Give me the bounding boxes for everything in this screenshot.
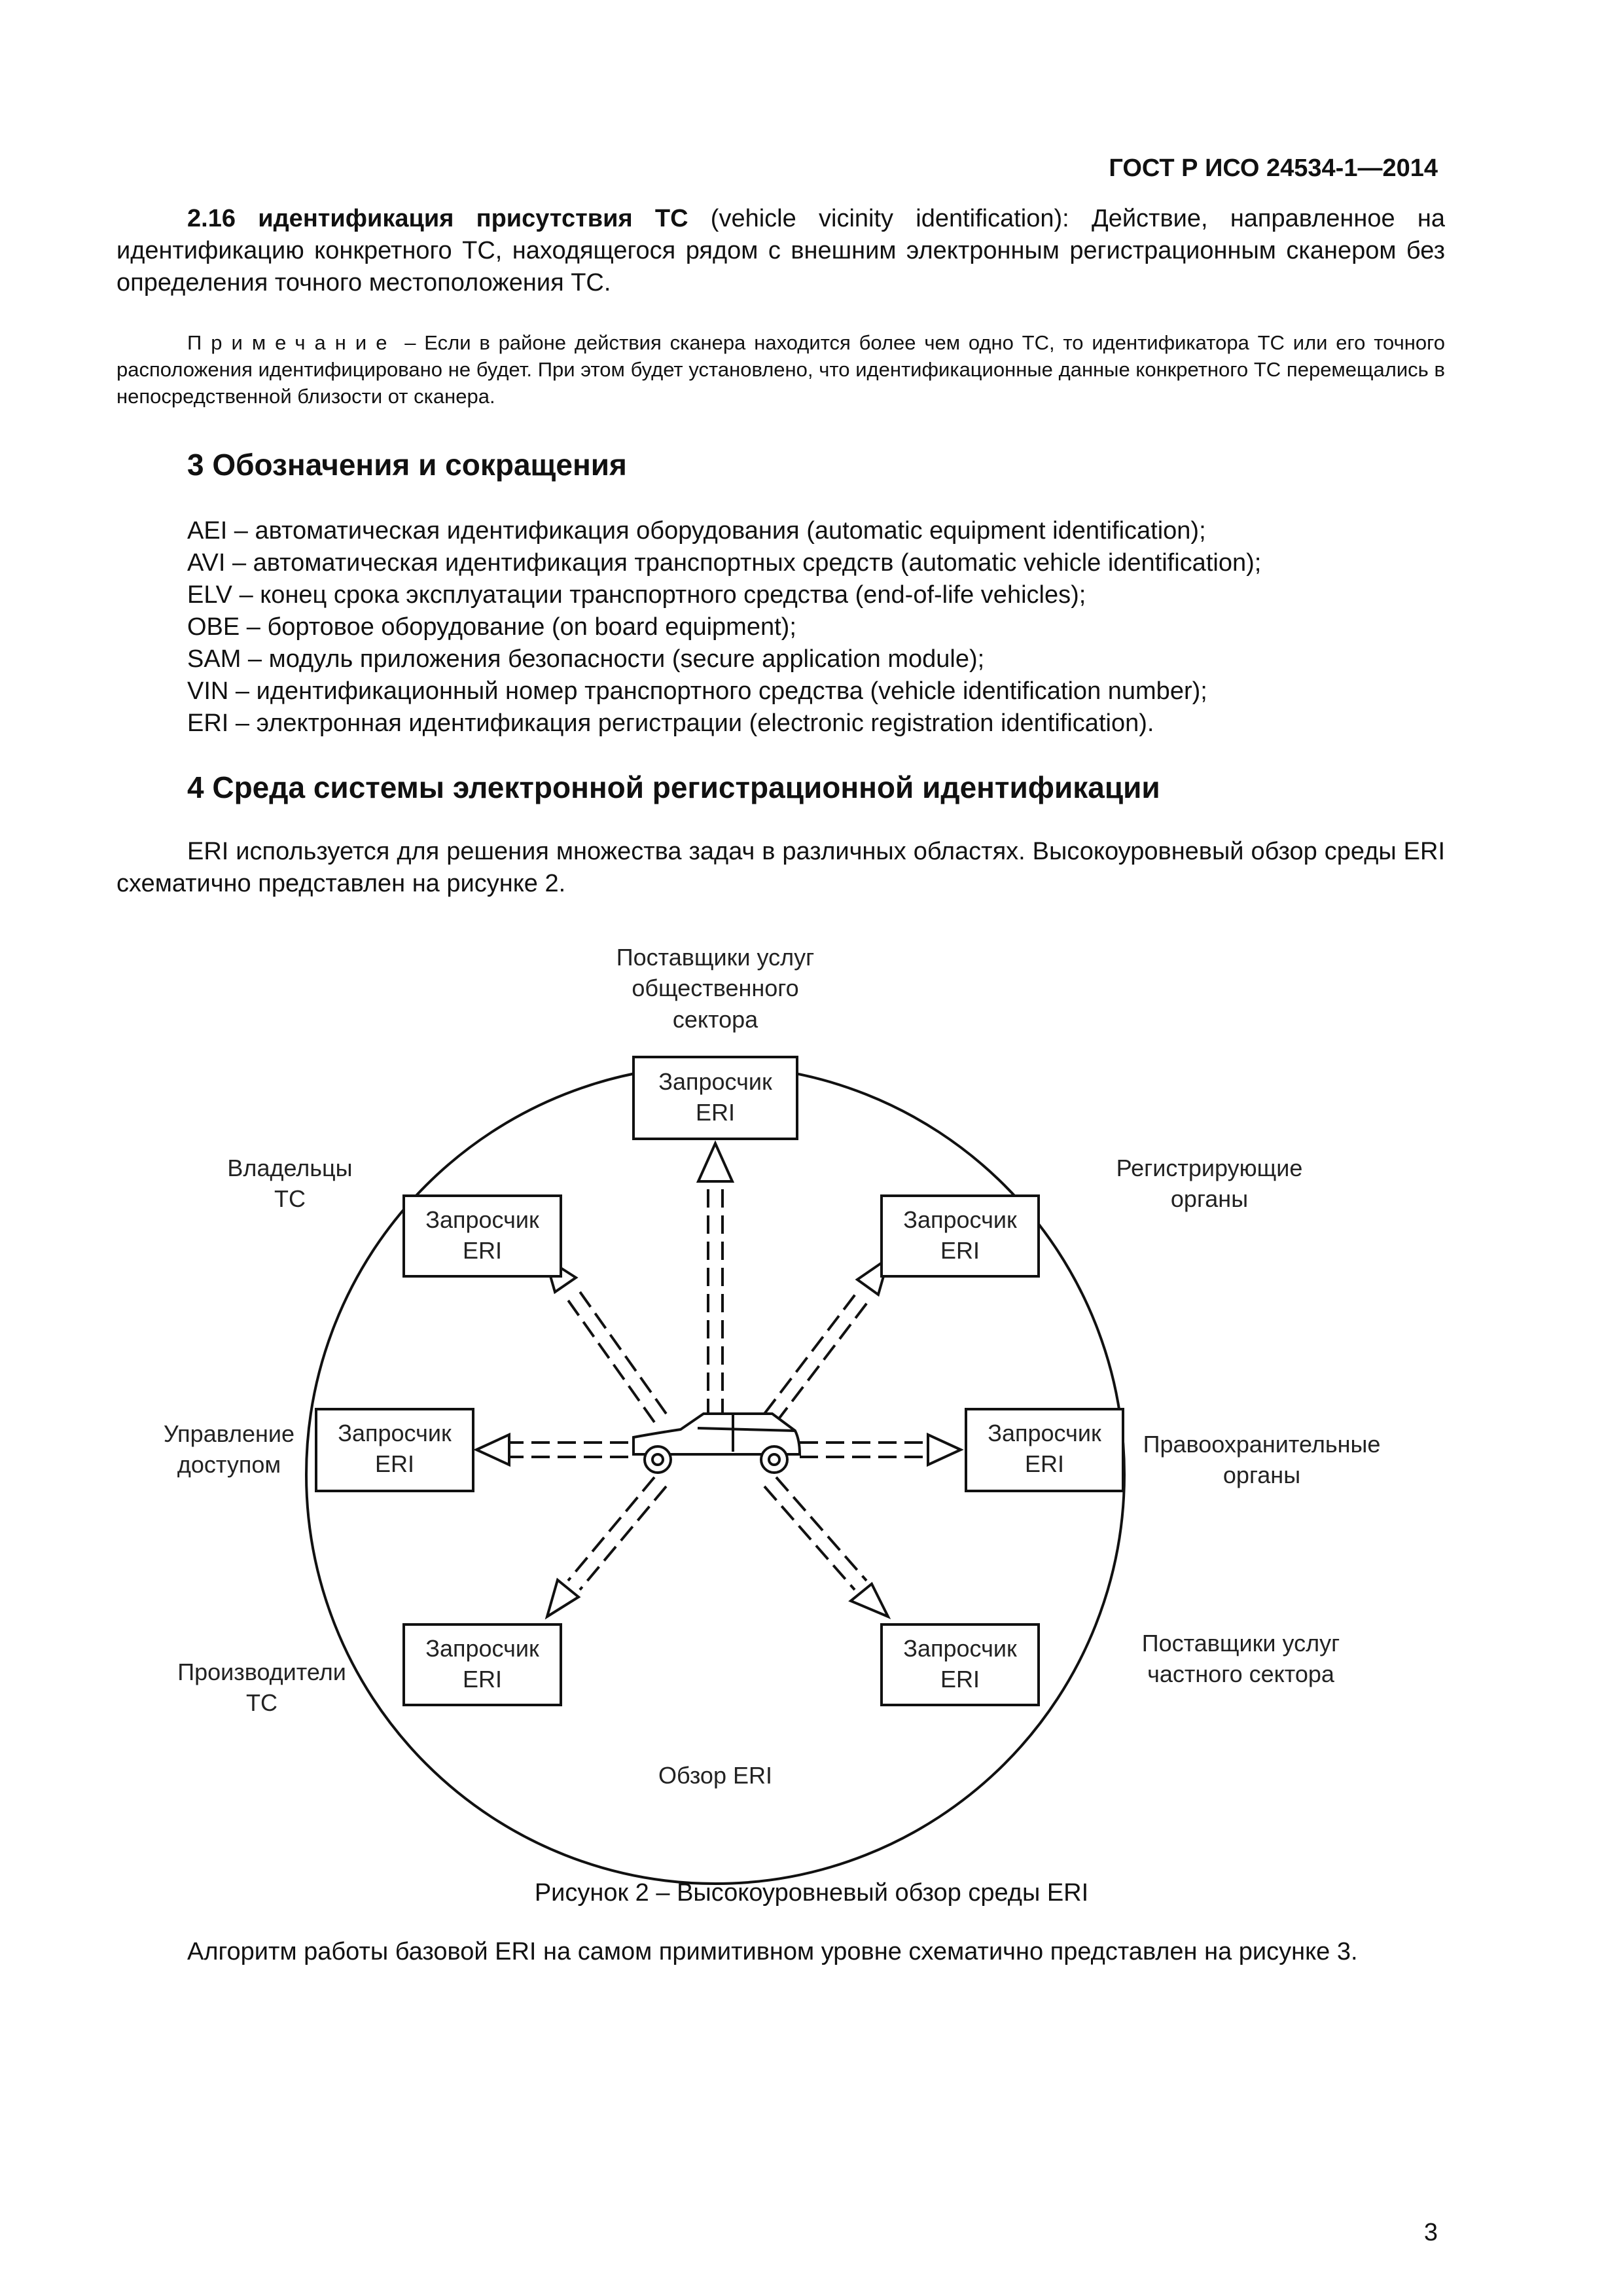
arrow-right bbox=[800, 1435, 961, 1465]
label-line: органы bbox=[1222, 1462, 1301, 1488]
label-right bbox=[1143, 1431, 1381, 1488]
abbreviation-item: ERI – электронная идентификация регистрации (electronic registration identification). bbox=[187, 709, 1154, 737]
box-label: Запросчик bbox=[338, 1420, 452, 1446]
label-line: Правоохранительные bbox=[1143, 1431, 1381, 1458]
interrogator-left bbox=[316, 1409, 473, 1491]
box-label: Запросчик bbox=[903, 1206, 1017, 1233]
box-label: Запросчик bbox=[425, 1635, 539, 1662]
label-top-right bbox=[1116, 1155, 1303, 1212]
label-line: Производители bbox=[177, 1659, 346, 1685]
label-line: Владельцы bbox=[227, 1155, 353, 1181]
box-label: Запросчик bbox=[425, 1206, 539, 1233]
note-text: – Если в районе действия сканера находится более чем одно ТС, то идентификатора ТС или его точного расположения идентифицировано не будет. При этом будет установлено, что идентификационные данные конкретного ТС перемещались в непосредственной близости от сканера. bbox=[116, 331, 1445, 408]
label-top bbox=[616, 944, 814, 1033]
label-line: доступом bbox=[177, 1451, 281, 1478]
box-label: ERI bbox=[940, 1666, 980, 1693]
label-line: частного сектора bbox=[1147, 1660, 1334, 1687]
label-line: ТС bbox=[246, 1689, 277, 1716]
label-line: сектора bbox=[672, 1006, 758, 1033]
interrogator-bottom-left bbox=[404, 1624, 561, 1705]
box-label: ERI bbox=[462, 1237, 503, 1264]
abbreviation-item: ELV – конец срока эксплуатации транспортного средства (end-of-life vehicles); bbox=[187, 581, 1086, 609]
box-label: Запросчик bbox=[988, 1420, 1101, 1446]
box-label: ERI bbox=[695, 1099, 736, 1126]
abbreviation-item: VIN – идентификационный номер транспортного средства (vehicle identification number); bbox=[187, 677, 1207, 705]
arrow-down-left bbox=[547, 1477, 666, 1617]
note-label: Примечание bbox=[187, 331, 397, 354]
definition-text: (vehicle vicinity identification): Действие, направленное на идентификацию конкретного ТС, находящегося рядом с внешним электронным регистрационным сканером без определения точного местоположения ТС. bbox=[116, 205, 1446, 296]
box-label: Запросчик bbox=[658, 1068, 772, 1095]
label-left bbox=[164, 1420, 294, 1478]
abbreviation-item: AEI – автоматическая идентификация оборудования (automatic equipment identification); bbox=[187, 517, 1206, 545]
box-label: ERI bbox=[1024, 1450, 1065, 1477]
label-line: ТС bbox=[274, 1185, 306, 1212]
arrow-down-right bbox=[764, 1477, 888, 1617]
interrogator-right bbox=[966, 1409, 1123, 1491]
label-line: общественного bbox=[632, 975, 799, 1001]
car-icon bbox=[633, 1414, 800, 1473]
abbreviation-item: OBE – бортовое оборудование (on board equipment); bbox=[187, 613, 796, 641]
label-line: Регистрирующие bbox=[1116, 1155, 1303, 1181]
interrogator-top-right bbox=[882, 1196, 1039, 1276]
center-label: Обзор ERI bbox=[658, 1762, 772, 1789]
label-top-left bbox=[227, 1155, 352, 1212]
page-number: 3 bbox=[1423, 2219, 1438, 2246]
section-4-paragraph: ERI используется для решения множества задач в различных областях. Высокоуровневый обзор среды ERI схематично представлен на рисунке 2. bbox=[116, 838, 1445, 897]
closing-paragraph: Алгоритм работы базовой ERI на самом примитивном уровне схематично представлен на рисунке 3. bbox=[187, 1938, 1358, 1965]
label-bottom-right bbox=[1142, 1630, 1340, 1687]
box-label: ERI bbox=[940, 1237, 980, 1264]
document-code: ГОСТ Р ИСО 24534-1—2014 bbox=[1109, 154, 1438, 182]
abbreviation-item: AVI – автоматическая идентификация транспортных средств (automatic vehicle identification); bbox=[187, 549, 1262, 577]
label-line: органы bbox=[1170, 1185, 1249, 1212]
arrow-up-left bbox=[545, 1258, 666, 1422]
arrow-up-right bbox=[764, 1258, 889, 1422]
interrogator-top bbox=[633, 1057, 797, 1139]
box-label: ERI bbox=[374, 1450, 415, 1477]
abbreviation-item: SAM – модуль приложения безопасности (secure application module); bbox=[187, 645, 985, 673]
section-3-title: 3 Обозначения и сокращения bbox=[187, 448, 627, 482]
definition-term: 2.16 идентификация присутствия ТС bbox=[187, 205, 688, 232]
box-label: Запросчик bbox=[903, 1635, 1017, 1662]
arrow-up bbox=[698, 1143, 732, 1417]
interrogator-top-left bbox=[404, 1196, 561, 1276]
section-4-title: 4 Среда системы электронной регистрационной идентификации bbox=[187, 770, 1160, 804]
label-bottom-left bbox=[177, 1659, 346, 1716]
box-label: ERI bbox=[462, 1666, 503, 1693]
label-line: Управление bbox=[163, 1420, 295, 1447]
label-line: Поставщики услуг bbox=[1141, 1630, 1340, 1657]
interrogator-bottom-right bbox=[882, 1624, 1039, 1705]
label-line: Поставщики услуг bbox=[616, 944, 815, 971]
arrow-left bbox=[476, 1435, 628, 1465]
figure-caption: Рисунок 2 – Высокоуровневый обзор среды ERI bbox=[534, 1879, 1089, 1907]
